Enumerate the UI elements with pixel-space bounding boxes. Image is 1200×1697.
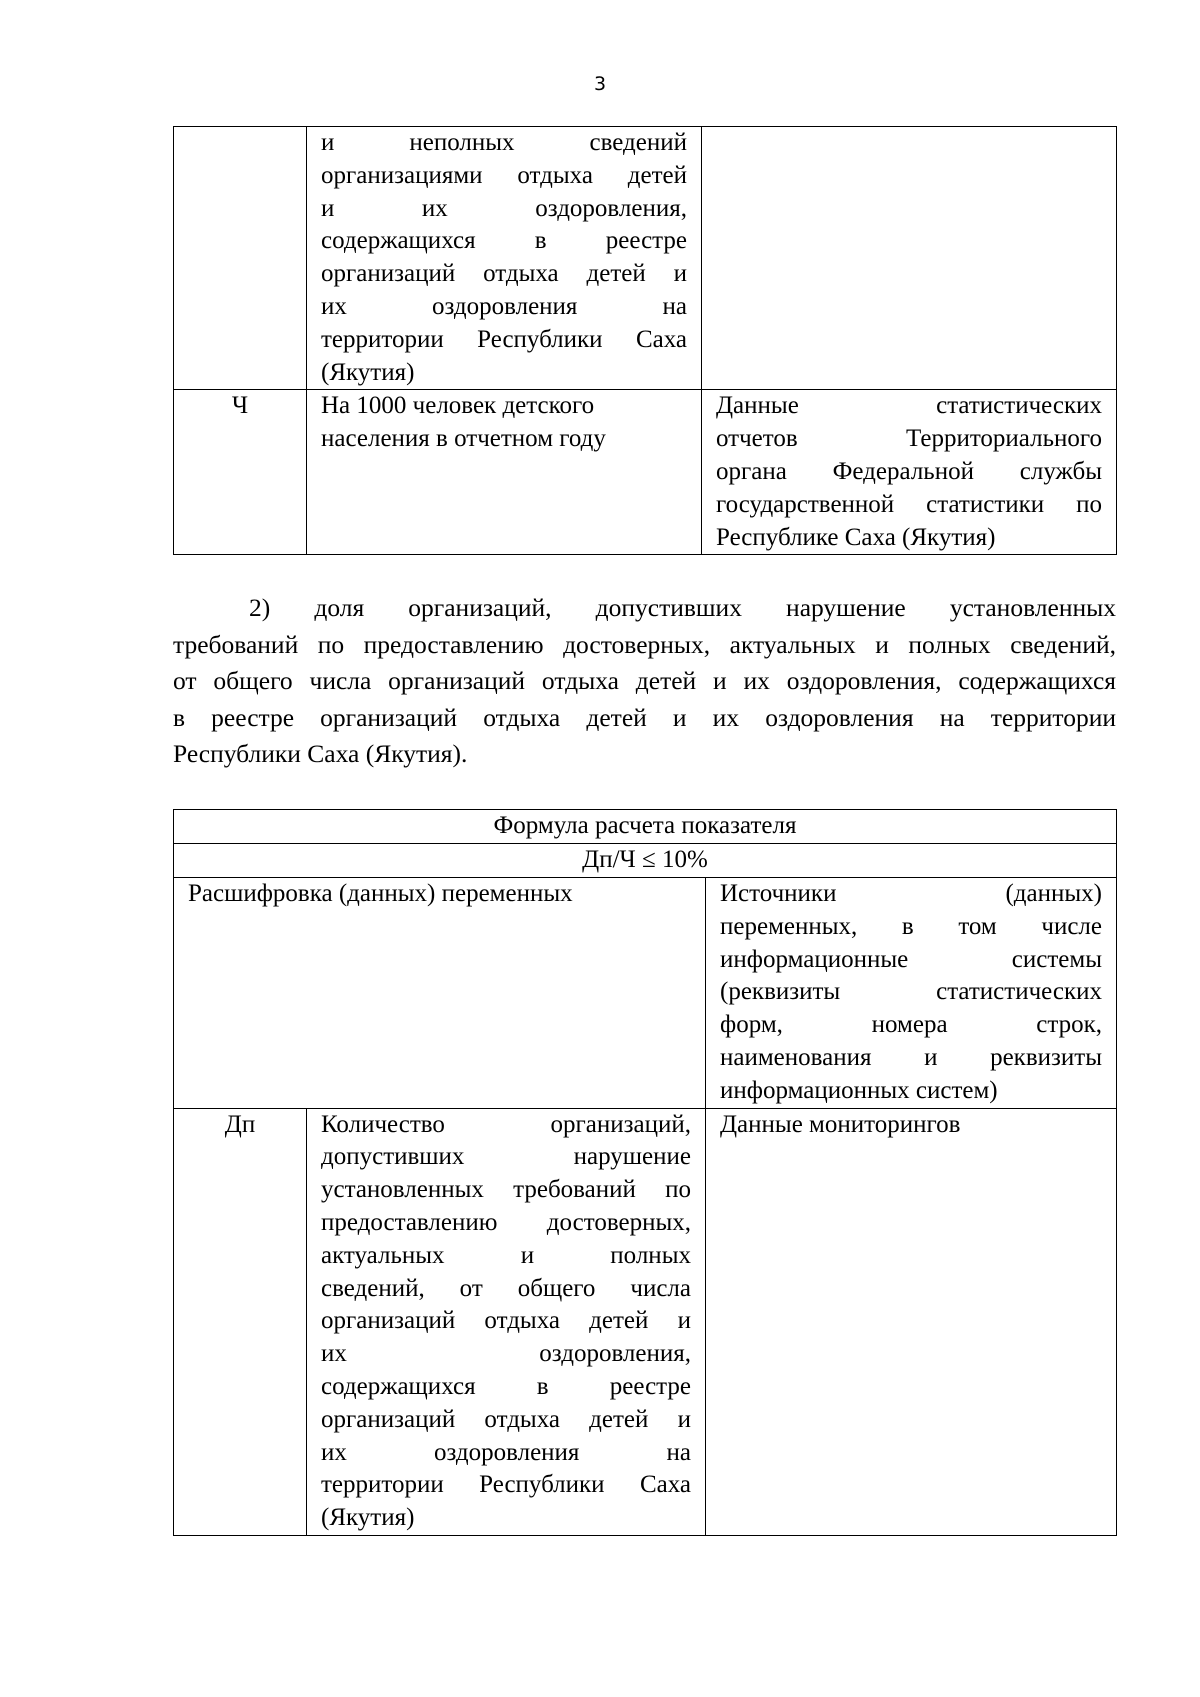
text-line: установленных требований по [321, 1176, 691, 1204]
paragraph-line: от общего числа организаций отдыха детей и их оздоровления, содержащихся [173, 666, 1116, 695]
text-line: организаций отдыха детей и [321, 1405, 691, 1433]
formula-table [173, 809, 1117, 1536]
text-line: и неполных сведений [321, 129, 687, 156]
text-line: государственной статистики по [716, 490, 1102, 518]
description-cell [307, 1108, 706, 1535]
formula-cell: Дп/Ч ≤ 10% [174, 844, 1117, 878]
text-line: Количество организаций, [321, 1110, 691, 1138]
symbol-cell [174, 127, 307, 390]
formula-header-cell: Формула расчета показателя [174, 810, 1117, 844]
paragraph-line: 2) доля организаций, допустивших нарушение установленных [249, 593, 1116, 622]
text-line: На 1000 человек детского [321, 392, 595, 420]
symbol-cell: Ч [174, 390, 307, 555]
text-line: информационных систем) [720, 1076, 998, 1104]
table-row [174, 810, 1117, 844]
text-line: органа Федеральной службы [716, 457, 1102, 485]
text-line: организаций отдыха детей и [321, 1307, 691, 1335]
symbol-cell: Дп [174, 1108, 307, 1535]
variables-header-cell: Расшифровка (данных) переменных [174, 878, 706, 1109]
text-line: организаций отдыха детей и [321, 260, 687, 288]
text-line: форм, номера строк, [720, 1011, 1102, 1039]
text-line: организациями отдыха детей [321, 161, 687, 189]
table-row [174, 127, 1117, 390]
sources-header-cell [706, 878, 1117, 1109]
text-line: актуальных и полных [321, 1241, 691, 1269]
text-line: сведений, от общего числа [321, 1274, 691, 1302]
paragraph-line: в реестре организаций отдыха детей и их оздоровления на территории [173, 702, 1116, 732]
source-cell [702, 390, 1117, 555]
indicator-paragraph [173, 590, 1116, 773]
table-row [174, 390, 1117, 555]
table-row [174, 1108, 1117, 1535]
page-number: 3 [593, 73, 607, 95]
source-cell [702, 127, 1117, 390]
text-line: предоставлению достоверных, [321, 1208, 691, 1236]
text-line: территории Республики Саха [321, 325, 687, 353]
paragraph-line: требований по предоставлению достоверных, актуальных и полных сведений, [173, 629, 1116, 659]
text-line: отчетов Территориального [716, 425, 1102, 453]
text-line: их оздоровления на [321, 292, 687, 320]
text-line: допустивших нарушение [321, 1143, 691, 1171]
text-line: Источники (данных) [720, 880, 1102, 907]
source-cell: Данные мониторингов [706, 1108, 1117, 1535]
indicator-table-continued [173, 126, 1117, 555]
text-line: их оздоровления на [321, 1438, 691, 1466]
text-line: информационные системы [720, 945, 1102, 973]
description-cell [307, 390, 702, 555]
text-line: наименования и реквизиты [720, 1043, 1102, 1071]
text-line: их оздоровления, [321, 1340, 691, 1368]
text-line: Данные статистических [716, 392, 1102, 420]
text-line: (реквизиты статистических [720, 978, 1102, 1006]
text-line: (Якутия) [321, 1504, 415, 1532]
table-row [174, 878, 1117, 1109]
text-line: Республике Саха (Якутия) [716, 523, 996, 551]
text-line: (Якутия) [321, 358, 415, 386]
text-line: и их оздоровления, [321, 194, 687, 222]
text-line: населения в отчетном году [321, 425, 606, 453]
paragraph-line: Республики Саха (Якутия). [173, 739, 468, 768]
text-line: содержащихся в реестре [321, 1372, 691, 1400]
table-row [174, 844, 1117, 878]
description-cell [307, 127, 702, 390]
text-line: переменных, в том числе [720, 912, 1102, 940]
text-line: содержащихся в реестре [321, 227, 687, 255]
text-line: территории Республики Саха [321, 1471, 691, 1499]
